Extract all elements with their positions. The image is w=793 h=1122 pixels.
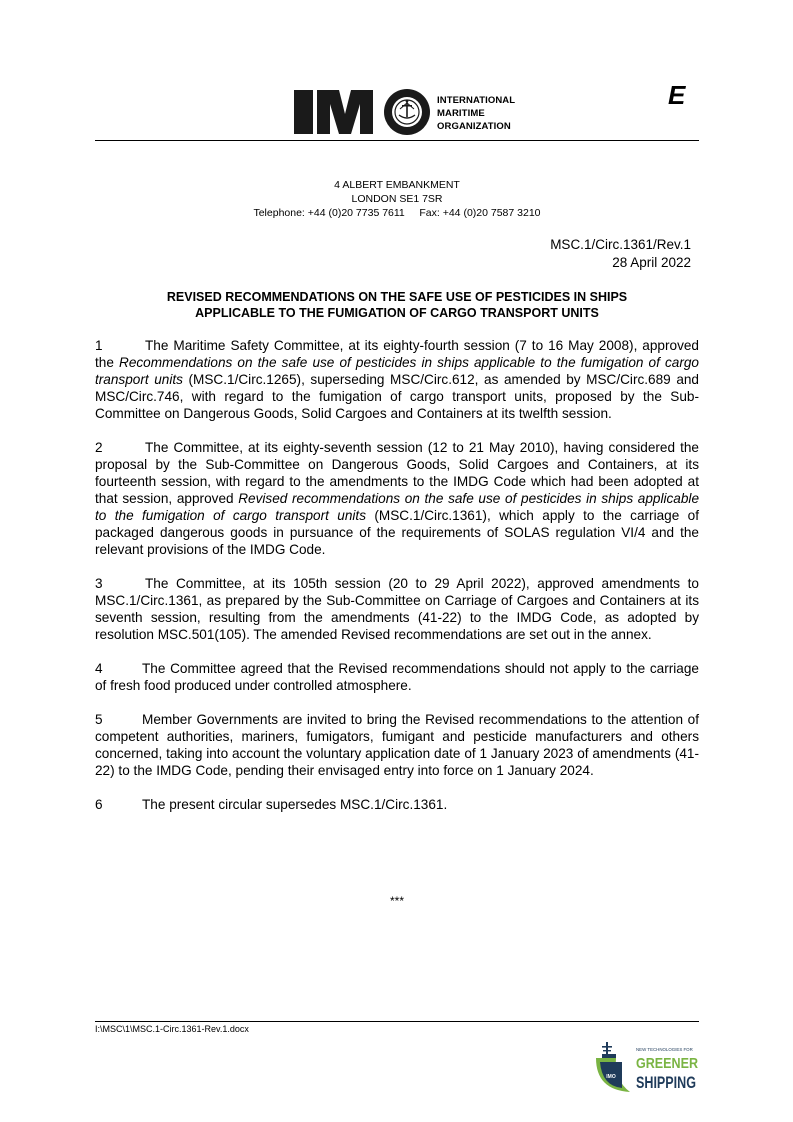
paragraph-text-cont: (MSC.1/Circ.1361), which apply to the carriage of packaged dangerous goods in pursuance of the requirements of SOLAS regulation VI/4 and the relevant provisions of the IMDG Code.: [95, 508, 699, 557]
paragraph-number: 6: [95, 797, 103, 812]
paragraph-2: [95, 439, 699, 558]
telephone: Telephone: +44 (0)20 7735 7611: [253, 207, 405, 219]
ship-emblem-icon: [596, 1042, 630, 1092]
paragraph-text-cont: (MSC.1/Circ.1265), superseding MSC/Circ.612, as amended by MSC/Circ.689 and MSC/Circ.746, with regard to the fumigation of cargo transport units, proposed by the Sub-Committee on Dangerous Goods, Solid Cargoes and Containers at its twelfth session.: [95, 372, 699, 421]
org-line-international: INTERNATIONAL: [437, 95, 516, 106]
org-line-organization: ORGANIZATION: [437, 121, 511, 132]
paragraph-5: [95, 711, 699, 779]
badge-mark: IMO: [606, 1074, 616, 1080]
language-code: E: [668, 80, 686, 110]
document-body: [95, 337, 699, 830]
paragraph-1: [95, 337, 699, 422]
paragraph-number: 2: [95, 440, 103, 455]
paragraph-text: The Committee, at its 105th session (20 to 29 April 2022), approved amendments to MSC.1/Circ.1361, as prepared by the Sub-Committee on Carriage of Cargoes and Containers at its seventh session, resulting from the amendments (41-22) to the IMDG Code, as adopted by resolution MSC.501(105). The amended Revised recommendations are set out in the annex.: [95, 576, 699, 642]
document-title: [95, 289, 699, 321]
document-date: 28 April 2022: [612, 255, 691, 270]
section-separator: ***: [389, 894, 404, 908]
footer-file-path: I:\MSC\1\MSC.1-Circ.1361-Rev.1.docx: [95, 1024, 249, 1034]
address-city: LONDON SE1 7SR: [351, 193, 443, 205]
document-reference: [440, 236, 691, 272]
document-symbol: MSC.1/Circ.1361/Rev.1: [550, 237, 691, 252]
paragraph-text: Member Governments are invited to bring the Revised recommendations to the attention of competent authorities, mariners, fumigators, fumigant and pesticide manufacturers and others concerned, taking into account the voluntary application date of 1 January 2023 of amendments (41-22) to the IMDG Code, pending their envisaged entry into force on 1 January 2024.: [95, 712, 699, 778]
paragraph-italic-title: Recommendations on the safe use of pesticides in ships applicable to the fumigation of cargo transport units: [95, 355, 699, 387]
badge-top-text: NEW TECHNOLOGIES FOR: [636, 1047, 693, 1052]
address-street: 4 ALBERT EMBANKMENT: [334, 179, 460, 191]
greener-shipping-logo: [592, 1036, 700, 1096]
paragraph-4: [95, 660, 699, 694]
org-line-maritime: MARITIME: [437, 108, 485, 119]
imo-logo: [294, 88, 434, 136]
title-line-2: APPLICABLE TO THE FUMIGATION OF CARGO TRANSPORT UNITS: [195, 306, 599, 320]
paragraph-number: 5: [95, 712, 103, 727]
paragraph-text: The present circular supersedes MSC.1/Circ.1361.: [142, 797, 448, 812]
organization-name: [437, 94, 515, 133]
paragraph-number: 4: [95, 661, 103, 676]
paragraph-number: 1: [95, 338, 103, 353]
paragraph-text: The Committee, at its eighty-seventh session (12 to 21 May 2010), having considered the proposal by the Sub-Committee on Dangerous Goods, Solid Cargoes and Containers, at its fourteenth session, with regard to the amendments to the IMDG Code which had been adopted at that session, approved: [95, 440, 699, 506]
paragraph-6: [95, 796, 699, 813]
paragraph-italic-title: Revised recommendations on the safe use of pesticides in ships applicable to the fumigation of cargo transport units: [95, 491, 700, 523]
title-line-1: REVISED RECOMMENDATIONS ON THE SAFE USE OF PESTICIDES IN SHIPS: [166, 290, 628, 304]
paragraph-text: The Committee agreed that the Revised recommendations should not apply to the carriage of fresh food produced under controlled atmosphere.: [95, 661, 699, 693]
paragraph-text: The Maritime Safety Committee, at its eighty-fourth session (7 to 16 May 2008), approved the: [95, 338, 699, 370]
fax: Fax: +44 (0)20 7587 3210: [419, 207, 541, 219]
paragraph-number: 3: [95, 576, 103, 591]
badge-greener-text: GREENER: [636, 1055, 699, 1072]
contact-row: [95, 206, 699, 220]
badge-shipping-text: SHIPPING: [636, 1073, 696, 1092]
paragraph-3: [95, 575, 699, 643]
header-divider: [95, 140, 699, 141]
footer-divider: [95, 1021, 699, 1022]
address-block: [95, 178, 699, 220]
